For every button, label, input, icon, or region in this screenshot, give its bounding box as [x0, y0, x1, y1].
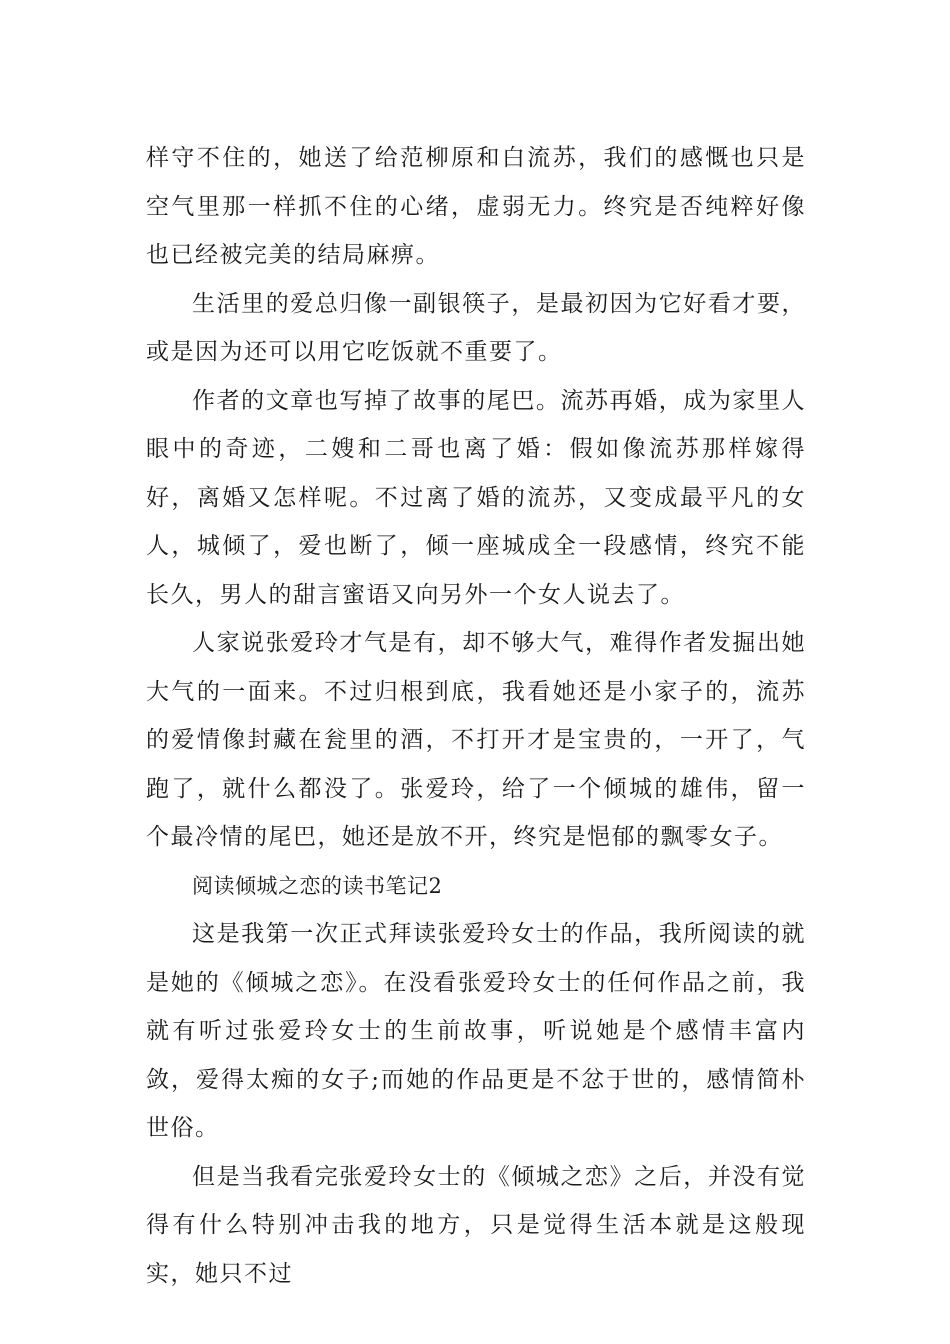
paragraph-first-reading: 这是我第一次正式拜读张爱玲女士的作品，我所阅读的就是她的《倾城之恋》。在没看张爱玲女士的任何作品之前，我就有听过张爱玲女士的生前故事，听说她是个感情丰富内敛，爱得太痴的女子;而她的作品更是不忿于世的，感情简朴世俗。 — [146, 921, 806, 1141]
paragraph-continuation: 样守不住的，她送了给范柳原和白流苏，我们的感慨也只是空气里那一样抓不住的心绪，虚弱无力。终究是否纯粹好像也已经被完美的结局麻痹。 — [146, 145, 806, 268]
paragraph-talent: 人家说张爱玲才气是有，却不够大气，难得作者发掘出她大气的一面来。不过归根到底，我看她还是小家子的，流苏的爱情像封藏在瓮里的酒，不打开才是宝贵的，一开了，气跑了，就什么都没了。张爱玲，给了一个倾城的雄伟，留一个最冷情的尾巴，她还是放不开，终究是悒郁的飘零女子。 — [146, 630, 806, 850]
document-page — [146, 134, 806, 1298]
section-heading: 阅读倾城之恋的读书笔记2 — [192, 873, 443, 898]
paragraph-story-tail: 作者的文章也写掉了故事的尾巴。流苏再婚，成为家里人眼中的奇迹，二嫂和二哥也离了婚：假如像流苏那样嫁得好，离婚又怎样呢。不过离了婚的流苏，又变成最平凡的女人，城倾了，爱也断了，倾一座城成全一段感情，终究不能长久，男人的甜言蜜语又向另外一个女人说去了。 — [146, 387, 806, 608]
paragraph-silver-chopsticks: 生活里的爱总归像一副银筷子，是最初因为它好看才要，或是因为还可以用它吃饭就不重要了。 — [146, 290, 806, 365]
paragraph-after-reading: 但是当我看完张爱玲女士的《倾城之恋》之后，并没有觉得有什么特别冲击我的地方，只是觉得生活本就是这般现实，她只不过 — [146, 1163, 806, 1287]
